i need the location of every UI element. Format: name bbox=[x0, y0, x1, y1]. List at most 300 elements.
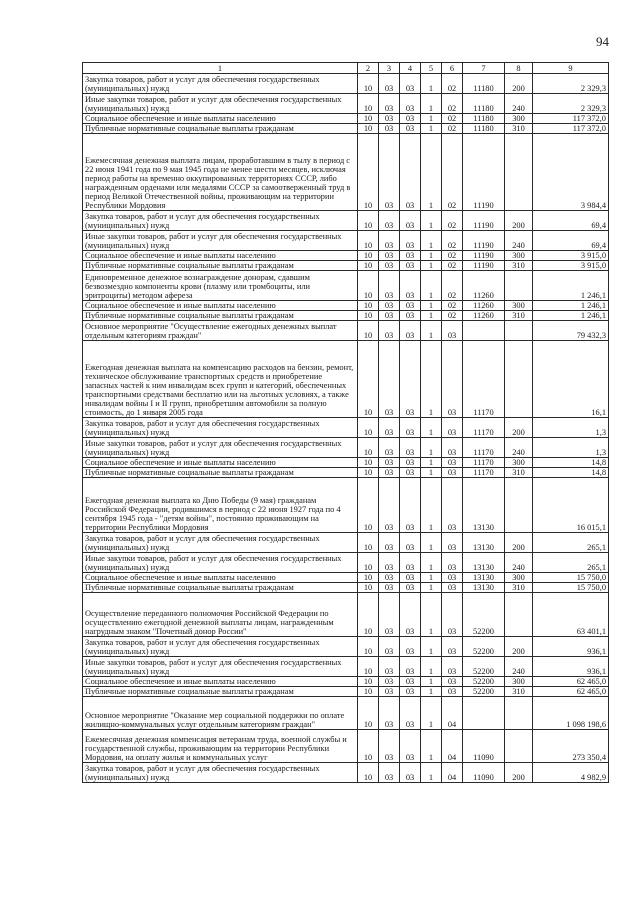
activity-code-cell: 02 bbox=[442, 124, 463, 134]
amount-cell: 3 984,4 bbox=[533, 134, 609, 211]
expense-type-cell: 310 bbox=[505, 468, 533, 478]
direction-code-cell: 52200 bbox=[463, 593, 505, 637]
amount-cell: 1,3 bbox=[533, 438, 609, 458]
amount-cell: 16 015,1 bbox=[533, 478, 609, 533]
subprogram-code-cell: 1 bbox=[421, 458, 442, 468]
amount-cell: 273 350,4 bbox=[533, 730, 609, 763]
activity-code-cell: 02 bbox=[442, 94, 463, 114]
program-code-cell: 03 bbox=[400, 593, 421, 637]
amount-cell: 2 329,3 bbox=[533, 94, 609, 114]
expense-type-cell: 300 bbox=[505, 251, 533, 261]
direction-code-cell: 52200 bbox=[463, 657, 505, 677]
section-code-cell: 10 bbox=[358, 593, 379, 637]
program-code-cell: 03 bbox=[400, 583, 421, 593]
table-row bbox=[83, 657, 609, 677]
program-code-cell: 03 bbox=[400, 94, 421, 114]
table-row bbox=[83, 458, 609, 468]
column-header: 5 bbox=[421, 63, 442, 74]
direction-code-cell: 52200 bbox=[463, 637, 505, 657]
section-code-cell: 10 bbox=[358, 553, 379, 573]
activity-code-cell: 02 bbox=[442, 211, 463, 231]
direction-code-cell: 11090 bbox=[463, 730, 505, 763]
activity-code-cell: 03 bbox=[442, 341, 463, 418]
subprogram-code-cell: 1 bbox=[421, 114, 442, 124]
subprogram-code-cell: 1 bbox=[421, 583, 442, 593]
amount-cell: 117 372,0 bbox=[533, 124, 609, 134]
row-name-cell: Социальное обеспечение и иные выплаты населению bbox=[83, 251, 358, 261]
row-name-cell: Закупка товаров, работ и услуг для обеспечения государственных (муниципальных) нужд bbox=[83, 211, 358, 231]
table-row bbox=[83, 697, 609, 730]
activity-code-cell: 04 bbox=[442, 697, 463, 730]
section-code-cell: 10 bbox=[358, 418, 379, 438]
subsection-code-cell: 03 bbox=[379, 231, 400, 251]
program-code-cell: 03 bbox=[400, 657, 421, 677]
direction-code-cell bbox=[463, 697, 505, 730]
direction-code-cell: 11260 bbox=[463, 301, 505, 311]
row-name-cell: Осуществление переданного полномочия Российской Федерации по осуществлению ежегодной денежной выплаты лицам, награжденным нагрудным знаком "Почетный донор России" bbox=[83, 593, 358, 637]
table-row bbox=[83, 687, 609, 697]
table-row bbox=[83, 114, 609, 124]
program-code-cell: 03 bbox=[400, 637, 421, 657]
subsection-code-cell: 03 bbox=[379, 124, 400, 134]
table-row bbox=[83, 311, 609, 321]
row-name-cell: Иные закупки товаров, работ и услуг для обеспечения государственных (муниципальных) нужд bbox=[83, 438, 358, 458]
activity-code-cell: 02 bbox=[442, 301, 463, 311]
section-code-cell: 10 bbox=[358, 271, 379, 301]
direction-code-cell: 11170 bbox=[463, 458, 505, 468]
subsection-code-cell: 03 bbox=[379, 418, 400, 438]
subsection-code-cell: 03 bbox=[379, 533, 400, 553]
table-row bbox=[83, 468, 609, 478]
activity-code-cell: 03 bbox=[442, 418, 463, 438]
table-row bbox=[83, 261, 609, 271]
amount-cell: 936,1 bbox=[533, 657, 609, 677]
amount-cell: 63 401,1 bbox=[533, 593, 609, 637]
table-row bbox=[83, 341, 609, 418]
subprogram-code-cell: 1 bbox=[421, 468, 442, 478]
direction-code-cell: 11190 bbox=[463, 261, 505, 271]
subsection-code-cell: 03 bbox=[379, 458, 400, 468]
table-row bbox=[83, 94, 609, 114]
row-name-cell: Публичные нормативные социальные выплаты гражданам bbox=[83, 124, 358, 134]
subprogram-code-cell: 1 bbox=[421, 593, 442, 637]
expense-type-cell: 240 bbox=[505, 438, 533, 458]
direction-code-cell: 11090 bbox=[463, 763, 505, 783]
page-number: 94 bbox=[596, 34, 609, 49]
amount-cell: 1,3 bbox=[533, 418, 609, 438]
expense-type-cell: 310 bbox=[505, 687, 533, 697]
expense-type-cell bbox=[505, 341, 533, 418]
activity-code-cell: 03 bbox=[442, 478, 463, 533]
row-name-cell: Публичные нормативные социальные выплаты гражданам bbox=[83, 261, 358, 271]
row-name-cell: Публичные нормативные социальные выплаты гражданам bbox=[83, 468, 358, 478]
expense-type-cell bbox=[505, 593, 533, 637]
row-name-cell: Публичные нормативные социальные выплаты гражданам bbox=[83, 583, 358, 593]
program-code-cell: 03 bbox=[400, 251, 421, 261]
row-name-cell: Иные закупки товаров, работ и услуг для обеспечения государственных (муниципальных) нужд bbox=[83, 94, 358, 114]
amount-cell: 1 246,1 bbox=[533, 311, 609, 321]
subsection-code-cell: 03 bbox=[379, 211, 400, 231]
subsection-code-cell: 03 bbox=[379, 687, 400, 697]
subsection-code-cell: 03 bbox=[379, 301, 400, 311]
subsection-code-cell: 03 bbox=[379, 321, 400, 341]
activity-code-cell: 02 bbox=[442, 251, 463, 261]
row-name-cell: Социальное обеспечение и иные выплаты населению bbox=[83, 573, 358, 583]
direction-code-cell: 11170 bbox=[463, 418, 505, 438]
row-name-cell: Основное мероприятие "Осуществление ежегодных денежных выплат отдельным категориям граждан" bbox=[83, 321, 358, 341]
expense-type-cell bbox=[505, 134, 533, 211]
amount-cell: 265,1 bbox=[533, 533, 609, 553]
subprogram-code-cell: 1 bbox=[421, 231, 442, 251]
expense-type-cell bbox=[505, 478, 533, 533]
program-code-cell: 03 bbox=[400, 478, 421, 533]
expense-type-cell: 310 bbox=[505, 583, 533, 593]
subprogram-code-cell: 1 bbox=[421, 657, 442, 677]
amount-cell: 2 329,3 bbox=[533, 74, 609, 94]
table-row bbox=[83, 134, 609, 211]
expense-type-cell: 200 bbox=[505, 74, 533, 94]
table-row bbox=[83, 211, 609, 231]
table-row bbox=[83, 124, 609, 134]
table-row bbox=[83, 553, 609, 573]
table-row bbox=[83, 583, 609, 593]
program-code-cell: 03 bbox=[400, 677, 421, 687]
subprogram-code-cell: 1 bbox=[421, 134, 442, 211]
section-code-cell: 10 bbox=[358, 687, 379, 697]
subprogram-code-cell: 1 bbox=[421, 341, 442, 418]
direction-code-cell: 13130 bbox=[463, 583, 505, 593]
section-code-cell: 10 bbox=[358, 134, 379, 211]
section-code-cell: 10 bbox=[358, 211, 379, 231]
section-code-cell: 10 bbox=[358, 261, 379, 271]
expense-type-cell: 310 bbox=[505, 261, 533, 271]
direction-code-cell: 11180 bbox=[463, 74, 505, 94]
expense-type-cell: 300 bbox=[505, 458, 533, 468]
activity-code-cell: 03 bbox=[442, 593, 463, 637]
expense-type-cell: 310 bbox=[505, 124, 533, 134]
table-row bbox=[83, 74, 609, 94]
program-code-cell: 03 bbox=[400, 573, 421, 583]
amount-cell: 14,8 bbox=[533, 468, 609, 478]
activity-code-cell: 04 bbox=[442, 763, 463, 783]
amount-cell: 69,4 bbox=[533, 231, 609, 251]
subsection-code-cell: 03 bbox=[379, 763, 400, 783]
table-row bbox=[83, 478, 609, 533]
subprogram-code-cell: 1 bbox=[421, 251, 442, 261]
amount-cell: 14,8 bbox=[533, 458, 609, 468]
direction-code-cell: 11190 bbox=[463, 211, 505, 231]
subsection-code-cell: 03 bbox=[379, 573, 400, 583]
subsection-code-cell: 03 bbox=[379, 261, 400, 271]
direction-code-cell: 52200 bbox=[463, 687, 505, 697]
subsection-code-cell: 03 bbox=[379, 657, 400, 677]
section-code-cell: 10 bbox=[358, 458, 379, 468]
row-name-cell: Социальное обеспечение и иные выплаты населению bbox=[83, 114, 358, 124]
section-code-cell: 10 bbox=[358, 301, 379, 311]
table-row bbox=[83, 418, 609, 438]
column-header: 7 bbox=[463, 63, 505, 74]
subsection-code-cell: 03 bbox=[379, 593, 400, 637]
row-name-cell: Единовременное денежное вознаграждение донорам, сдавшим безвозмездно компоненты крови (плазму или тромбоциты, или эритроциты) методом афереза bbox=[83, 271, 358, 301]
direction-code-cell: 13130 bbox=[463, 478, 505, 533]
amount-cell: 69,4 bbox=[533, 211, 609, 231]
activity-code-cell: 02 bbox=[442, 114, 463, 124]
section-code-cell: 10 bbox=[358, 657, 379, 677]
direction-code-cell: 11260 bbox=[463, 271, 505, 301]
expense-type-cell: 300 bbox=[505, 677, 533, 687]
section-code-cell: 10 bbox=[358, 468, 379, 478]
expense-type-cell bbox=[505, 321, 533, 341]
subprogram-code-cell: 1 bbox=[421, 763, 442, 783]
subsection-code-cell: 03 bbox=[379, 478, 400, 533]
direction-code-cell: 11190 bbox=[463, 251, 505, 261]
amount-cell: 15 750,0 bbox=[533, 573, 609, 583]
program-code-cell: 03 bbox=[400, 134, 421, 211]
expense-type-cell bbox=[505, 730, 533, 763]
amount-cell: 117 372,0 bbox=[533, 114, 609, 124]
subsection-code-cell: 03 bbox=[379, 114, 400, 124]
table-row bbox=[83, 573, 609, 583]
expense-type-cell: 300 bbox=[505, 301, 533, 311]
activity-code-cell: 03 bbox=[442, 458, 463, 468]
program-code-cell: 03 bbox=[400, 418, 421, 438]
activity-code-cell: 03 bbox=[442, 677, 463, 687]
row-name-cell: Ежегодная денежная выплата на компенсацию расходов на бензин, ремонт, техническое обслуживание транспортных средств и приобретение запасных частей к ним инвалидам всех групп и категорий, обеспеченных транспортными средствами бесплатно или на льготных условиях, а также инвалидам войны I и II групп, приобретшим автомобили за полную стоимость, до 1 января 2005 года bbox=[83, 341, 358, 418]
section-code-cell: 10 bbox=[358, 124, 379, 134]
direction-code-cell: 13130 bbox=[463, 533, 505, 553]
table-row bbox=[83, 301, 609, 311]
expense-type-cell: 300 bbox=[505, 114, 533, 124]
amount-cell: 936,1 bbox=[533, 637, 609, 657]
subsection-code-cell: 03 bbox=[379, 553, 400, 573]
amount-cell: 1 246,1 bbox=[533, 271, 609, 301]
column-header: 8 bbox=[505, 63, 533, 74]
column-header: 3 bbox=[379, 63, 400, 74]
amount-cell: 62 465,0 bbox=[533, 677, 609, 687]
direction-code-cell: 11180 bbox=[463, 124, 505, 134]
row-name-cell: Закупка товаров, работ и услуг для обеспечения государственных (муниципальных) нужд bbox=[83, 637, 358, 657]
activity-code-cell: 02 bbox=[442, 271, 463, 301]
amount-cell: 3 915,0 bbox=[533, 261, 609, 271]
subprogram-code-cell: 1 bbox=[421, 687, 442, 697]
table-row bbox=[83, 593, 609, 637]
expense-type-cell: 200 bbox=[505, 418, 533, 438]
direction-code-cell: 13130 bbox=[463, 573, 505, 583]
row-name-cell: Публичные нормативные социальные выплаты гражданам bbox=[83, 311, 358, 321]
program-code-cell: 03 bbox=[400, 231, 421, 251]
direction-code-cell: 11170 bbox=[463, 438, 505, 458]
section-code-cell: 10 bbox=[358, 763, 379, 783]
section-code-cell: 10 bbox=[358, 94, 379, 114]
activity-code-cell: 03 bbox=[442, 553, 463, 573]
subprogram-code-cell: 1 bbox=[421, 301, 442, 311]
subsection-code-cell: 03 bbox=[379, 697, 400, 730]
subprogram-code-cell: 1 bbox=[421, 74, 442, 94]
program-code-cell: 03 bbox=[400, 533, 421, 553]
row-name-cell: Закупка товаров, работ и услуг для обеспечения государственных (муниципальных) нужд bbox=[83, 74, 358, 94]
row-name-cell: Социальное обеспечение и иные выплаты населению bbox=[83, 458, 358, 468]
activity-code-cell: 03 bbox=[442, 657, 463, 677]
column-header: 9 bbox=[533, 63, 609, 74]
expense-type-cell: 240 bbox=[505, 94, 533, 114]
subprogram-code-cell: 1 bbox=[421, 478, 442, 533]
subsection-code-cell: 03 bbox=[379, 251, 400, 261]
expense-type-cell: 200 bbox=[505, 211, 533, 231]
section-code-cell: 10 bbox=[358, 114, 379, 124]
direction-code-cell: 11190 bbox=[463, 134, 505, 211]
table-header-row bbox=[83, 63, 609, 74]
expense-type-cell: 200 bbox=[505, 637, 533, 657]
section-code-cell: 10 bbox=[358, 438, 379, 458]
expense-type-cell bbox=[505, 271, 533, 301]
subsection-code-cell: 03 bbox=[379, 677, 400, 687]
activity-code-cell: 02 bbox=[442, 134, 463, 211]
subprogram-code-cell: 1 bbox=[421, 418, 442, 438]
activity-code-cell: 03 bbox=[442, 687, 463, 697]
activity-code-cell: 03 bbox=[442, 468, 463, 478]
subprogram-code-cell: 1 bbox=[421, 677, 442, 687]
subsection-code-cell: 03 bbox=[379, 94, 400, 114]
column-header: 6 bbox=[442, 63, 463, 74]
direction-code-cell: 11170 bbox=[463, 468, 505, 478]
subprogram-code-cell: 1 bbox=[421, 94, 442, 114]
row-name-cell: Ежемесячная денежная компенсация ветеранам труда, военной службы и государственной службы, проживающим на территории Республики Мордовия, на оплату жилья и коммунальных услуг bbox=[83, 730, 358, 763]
program-code-cell: 03 bbox=[400, 341, 421, 418]
section-code-cell: 10 bbox=[358, 321, 379, 341]
subprogram-code-cell: 1 bbox=[421, 533, 442, 553]
activity-code-cell: 02 bbox=[442, 311, 463, 321]
activity-code-cell: 03 bbox=[442, 321, 463, 341]
section-code-cell: 10 bbox=[358, 573, 379, 583]
activity-code-cell: 03 bbox=[442, 573, 463, 583]
table-row bbox=[83, 763, 609, 783]
program-code-cell: 03 bbox=[400, 468, 421, 478]
program-code-cell: 03 bbox=[400, 730, 421, 763]
activity-code-cell: 03 bbox=[442, 637, 463, 657]
expense-type-cell: 240 bbox=[505, 553, 533, 573]
table-body bbox=[83, 74, 609, 783]
amount-cell: 1 246,1 bbox=[533, 301, 609, 311]
section-code-cell: 10 bbox=[358, 231, 379, 251]
subsection-code-cell: 03 bbox=[379, 438, 400, 458]
row-name-cell: Публичные нормативные социальные выплаты гражданам bbox=[83, 687, 358, 697]
program-code-cell: 03 bbox=[400, 458, 421, 468]
expense-type-cell: 200 bbox=[505, 763, 533, 783]
activity-code-cell: 02 bbox=[442, 261, 463, 271]
section-code-cell: 10 bbox=[358, 341, 379, 418]
activity-code-cell: 02 bbox=[442, 74, 463, 94]
table-row bbox=[83, 730, 609, 763]
subprogram-code-cell: 1 bbox=[421, 438, 442, 458]
program-code-cell: 03 bbox=[400, 697, 421, 730]
direction-code-cell bbox=[463, 321, 505, 341]
activity-code-cell: 03 bbox=[442, 438, 463, 458]
amount-cell: 4 982,9 bbox=[533, 763, 609, 783]
amount-cell: 1 098 198,6 bbox=[533, 697, 609, 730]
row-name-cell: Основное мероприятие "Оказание мер социальной поддержки по оплате жилищно-коммунальных услуг отдельным категориям граждан" bbox=[83, 697, 358, 730]
table-row bbox=[83, 438, 609, 458]
table-row bbox=[83, 533, 609, 553]
program-code-cell: 03 bbox=[400, 553, 421, 573]
section-code-cell: 10 bbox=[358, 533, 379, 553]
subsection-code-cell: 03 bbox=[379, 74, 400, 94]
program-code-cell: 03 bbox=[400, 74, 421, 94]
program-code-cell: 03 bbox=[400, 271, 421, 301]
column-header: 2 bbox=[358, 63, 379, 74]
program-code-cell: 03 bbox=[400, 311, 421, 321]
section-code-cell: 10 bbox=[358, 697, 379, 730]
section-code-cell: 10 bbox=[358, 583, 379, 593]
amount-cell: 265,1 bbox=[533, 553, 609, 573]
subprogram-code-cell: 1 bbox=[421, 553, 442, 573]
subsection-code-cell: 03 bbox=[379, 341, 400, 418]
subprogram-code-cell: 1 bbox=[421, 124, 442, 134]
subsection-code-cell: 03 bbox=[379, 637, 400, 657]
subsection-code-cell: 03 bbox=[379, 468, 400, 478]
expense-type-cell: 200 bbox=[505, 533, 533, 553]
expense-type-cell: 240 bbox=[505, 231, 533, 251]
section-code-cell: 10 bbox=[358, 637, 379, 657]
budget-table bbox=[82, 62, 609, 783]
expense-type-cell bbox=[505, 697, 533, 730]
table-row bbox=[83, 637, 609, 657]
direction-code-cell: 11170 bbox=[463, 341, 505, 418]
section-code-cell: 10 bbox=[358, 478, 379, 533]
activity-code-cell: 03 bbox=[442, 583, 463, 593]
subsection-code-cell: 03 bbox=[379, 271, 400, 301]
program-code-cell: 03 bbox=[400, 438, 421, 458]
direction-code-cell: 11190 bbox=[463, 231, 505, 251]
expense-type-cell: 310 bbox=[505, 311, 533, 321]
subprogram-code-cell: 1 bbox=[421, 261, 442, 271]
subsection-code-cell: 03 bbox=[379, 311, 400, 321]
program-code-cell: 03 bbox=[400, 261, 421, 271]
section-code-cell: 10 bbox=[358, 251, 379, 261]
activity-code-cell: 02 bbox=[442, 231, 463, 251]
direction-code-cell: 11180 bbox=[463, 114, 505, 124]
subprogram-code-cell: 1 bbox=[421, 573, 442, 583]
subprogram-code-cell: 1 bbox=[421, 697, 442, 730]
amount-cell: 3 915,0 bbox=[533, 251, 609, 261]
table-row bbox=[83, 321, 609, 341]
expense-type-cell: 240 bbox=[505, 657, 533, 677]
row-name-cell: Закупка товаров, работ и услуг для обеспечения государственных (муниципальных) нужд bbox=[83, 533, 358, 553]
amount-cell: 62 465,0 bbox=[533, 687, 609, 697]
section-code-cell: 10 bbox=[358, 74, 379, 94]
table-row bbox=[83, 251, 609, 261]
row-name-cell: Иные закупки товаров, работ и услуг для обеспечения государственных (муниципальных) нужд bbox=[83, 657, 358, 677]
activity-code-cell: 04 bbox=[442, 730, 463, 763]
section-code-cell: 10 bbox=[358, 677, 379, 687]
direction-code-cell: 11180 bbox=[463, 94, 505, 114]
section-code-cell: 10 bbox=[358, 311, 379, 321]
subprogram-code-cell: 1 bbox=[421, 271, 442, 301]
row-name-cell: Иные закупки товаров, работ и услуг для обеспечения государственных (муниципальных) нужд bbox=[83, 231, 358, 251]
row-name-cell: Ежемесячная денежная выплата лицам, проработавшим в тылу в период с 22 июня 1941 года по 9 мая 1945 года не менее шести месяцев, исключая период работы на временно оккупированных территориях СССР, либо награжденным орденами или медалями СССР за самоотверженный труд в период Великой Отечественной войны, проживающим на территории Республики Мордовия bbox=[83, 134, 358, 211]
subsection-code-cell: 03 bbox=[379, 583, 400, 593]
activity-code-cell: 03 bbox=[442, 533, 463, 553]
row-name-cell: Закупка товаров, работ и услуг для обеспечения государственных (муниципальных) нужд bbox=[83, 418, 358, 438]
direction-code-cell: 13130 bbox=[463, 553, 505, 573]
column-header: 1 bbox=[83, 63, 358, 74]
table-row bbox=[83, 231, 609, 251]
row-name-cell: Социальное обеспечение и иные выплаты населению bbox=[83, 301, 358, 311]
subprogram-code-cell: 1 bbox=[421, 637, 442, 657]
program-code-cell: 03 bbox=[400, 763, 421, 783]
expense-type-cell: 300 bbox=[505, 573, 533, 583]
subprogram-code-cell: 1 bbox=[421, 211, 442, 231]
program-code-cell: 03 bbox=[400, 124, 421, 134]
